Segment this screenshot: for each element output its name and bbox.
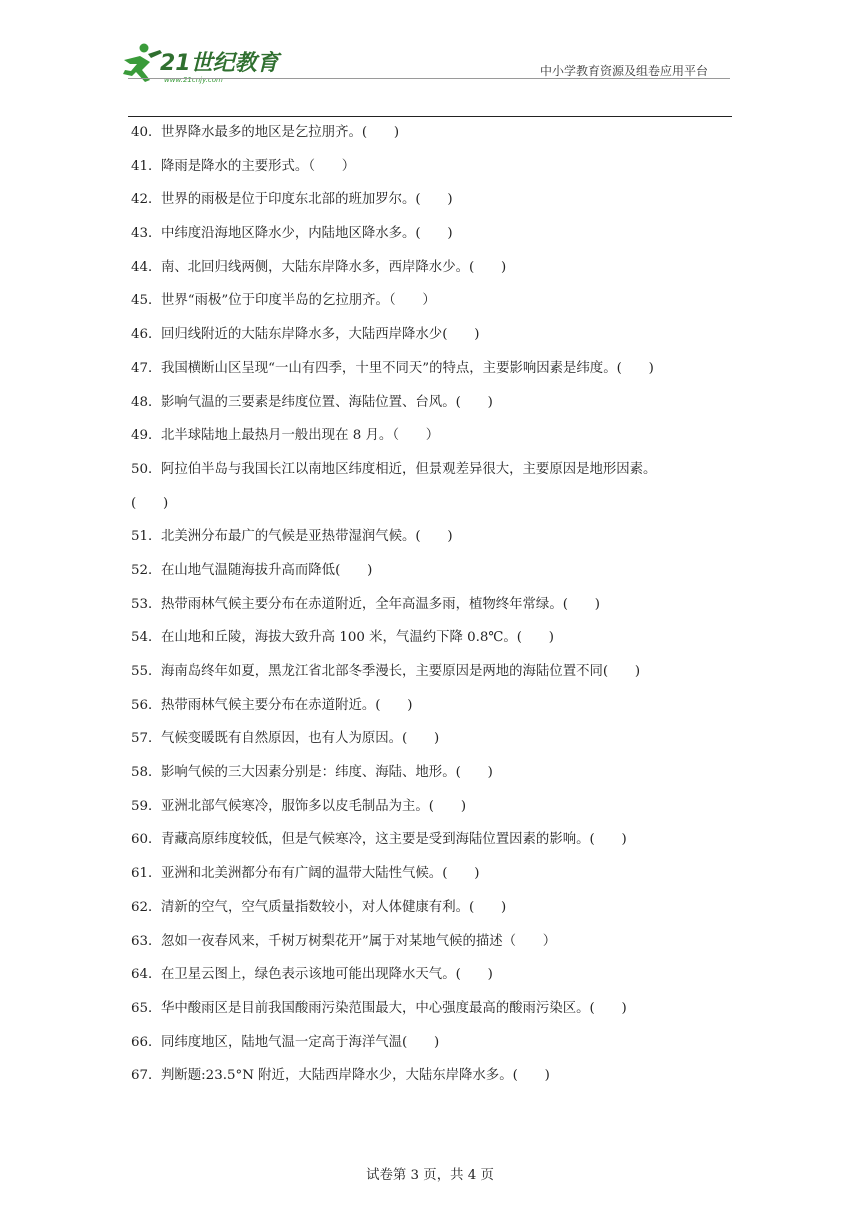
- question-text: 世界降水最多的地区是乞拉朋齐。( ): [161, 125, 400, 140]
- question-text: 北半球陆地上最热月一般出现在 8 月。（ ）: [161, 428, 440, 444]
- question-text: 判断题:23.5°N 附近，大陆西岸降水少，大陆东岸降水多。( ): [161, 1068, 550, 1084]
- question-item: [131, 290, 731, 324]
- question-text: 影响气候的三大因素分别是：纬度、海陆、地形。( ): [161, 765, 493, 781]
- question-item: [131, 493, 731, 527]
- question-number: 67．: [131, 1068, 162, 1084]
- header-rule: [128, 78, 730, 79]
- question-number: 44．: [131, 259, 162, 275]
- question-number: 58．: [131, 765, 162, 781]
- question-item: [131, 931, 731, 965]
- question-item: [131, 1065, 731, 1099]
- question-text: 青藏高原纬度较低，但是气候寒冷，这主要是受到海陆位置因素的影响。( ): [161, 832, 627, 848]
- question-text: 忽如一夜春风来，千树万树梨花开”属于对某地气候的描述（ ）: [161, 933, 557, 949]
- question-text: 我国横断山区呈现“一山有四季，十里不同天”的特点，主要影响因素是纬度。( ): [161, 360, 654, 376]
- question-text: 中纬度沿海地区降水少，内陆地区降水多。( ): [161, 226, 453, 242]
- question-item: [131, 560, 731, 594]
- question-item: [131, 594, 731, 628]
- question-number: 42．: [131, 192, 162, 208]
- question-item: [131, 998, 731, 1032]
- question-text: 亚洲和北美洲都分布有广阔的温带大陆性气候。( ): [161, 866, 480, 882]
- platform-name: 中小学教育资源及组卷应用平台: [540, 64, 709, 78]
- question-item: [131, 425, 731, 459]
- question-text: 华中酸雨区是目前我国酸雨污染范围最大，中心强度最高的酸雨污染区。( ): [161, 1000, 627, 1016]
- question-item: [131, 796, 731, 830]
- question-number: 51．: [131, 529, 162, 545]
- question-text: 同纬度地区，陆地气温一定高于海洋气温( ): [161, 1034, 440, 1050]
- question-item: [131, 189, 731, 223]
- question-number: 52．: [131, 562, 162, 578]
- logo-text: 21世纪教育: [160, 51, 279, 76]
- question-item: [131, 358, 731, 392]
- question-text: 降雨是降水的主要形式。（ ）: [161, 158, 356, 174]
- question-item: [131, 392, 731, 426]
- question-number: 41．: [131, 158, 162, 174]
- question-number: 53．: [131, 596, 162, 612]
- question-text: ( ): [131, 495, 169, 511]
- question-item: [131, 829, 731, 863]
- question-item: [131, 762, 731, 796]
- question-text: 阿拉伯半岛与我国长江以南地区纬度相近，但景观差异很大，主要原因是地形因素。: [161, 461, 657, 477]
- question-number: 50．: [131, 461, 162, 477]
- content-rule: [128, 116, 732, 117]
- question-number: 57．: [131, 731, 162, 747]
- question-item: [131, 156, 731, 190]
- question-number: 45．: [131, 293, 162, 309]
- question-number: 54．: [131, 630, 162, 646]
- question-number: 66．: [131, 1034, 162, 1050]
- question-text: 回归线附近的大陆东岸降水多，大陆西岸降水少( ): [161, 327, 480, 343]
- question-item: [131, 1032, 731, 1066]
- question-number: 61．: [131, 866, 162, 882]
- logo-url: www.21cnjy.com: [164, 76, 223, 84]
- page-header: [0, 0, 860, 118]
- question-number: 49．: [131, 428, 162, 444]
- question-number: 47．: [131, 360, 162, 376]
- question-number: 40．: [131, 125, 162, 140]
- question-text: 在山地气温随海拔升高而降低( ): [161, 562, 373, 578]
- question-text: 气候变暖既有自然原因，也有人为原因。( ): [161, 731, 440, 747]
- question-number: 48．: [131, 394, 162, 410]
- question-number: 55．: [131, 664, 162, 679]
- question-text: 清新的空气，空气质量指数较小，对人体健康有利。( ): [161, 899, 507, 915]
- question-item: [131, 627, 731, 661]
- question-item: [131, 257, 731, 291]
- question-list: [131, 122, 731, 1099]
- runner-icon: [123, 44, 162, 83]
- question-number: 46．: [131, 327, 162, 343]
- question-number: 59．: [131, 798, 162, 814]
- question-text: 南、北回归线两侧，大陆东岸降水多，西岸降水少。( ): [161, 259, 507, 275]
- question-item: [131, 661, 731, 695]
- question-number: 64．: [131, 967, 162, 983]
- question-item: [131, 964, 731, 998]
- question-number: 63．: [131, 933, 162, 949]
- question-number: 60．: [131, 832, 162, 848]
- question-text: 海南岛终年如夏，黑龙江省北部冬季漫长，主要原因是两地的海陆位置不同( ): [161, 664, 641, 679]
- question-text: 北美洲分布最广的气候是亚热带湿润气候。( ): [161, 529, 453, 545]
- question-text: 世界“雨极”位于印度半岛的乞拉朋齐。（ ）: [161, 293, 436, 309]
- question-text: 世界的雨极是位于印度东北部的班加罗尔。( ): [161, 192, 453, 208]
- question-number: 56．: [131, 697, 162, 713]
- question-number: 62．: [131, 899, 162, 915]
- question-item: [131, 695, 731, 729]
- question-item: [131, 863, 731, 897]
- question-item: [131, 459, 731, 493]
- question-item: [131, 122, 731, 156]
- question-text: 在卫星云图上，绿色表示该地可能出现降水天气。( ): [161, 967, 493, 983]
- question-item: [131, 223, 731, 257]
- site-logo: [120, 40, 290, 90]
- question-text: 在山地和丘陵，海拔大致升高 100 米，气温约下降 0.8℃。( ): [161, 630, 555, 646]
- question-text: 热带雨林气候主要分布在赤道附近，全年高温多雨，植物终年常绿。( ): [161, 596, 600, 612]
- question-item: [131, 526, 731, 560]
- question-item: [131, 897, 731, 931]
- question-item: [131, 728, 731, 762]
- question-text: 亚洲北部气候寒冷，服饰多以皮毛制品为主。( ): [161, 798, 467, 814]
- question-text: 影响气温的三要素是纬度位置、海陆位置、台风。( ): [161, 394, 493, 410]
- page-footer: 试卷第 3 页，共 4 页: [366, 1168, 494, 1183]
- question-number: 65．: [131, 1000, 162, 1016]
- question-number: 43．: [131, 226, 162, 242]
- question-item: [131, 324, 731, 358]
- question-text: 热带雨林气候主要分布在赤道附近。( ): [161, 697, 413, 713]
